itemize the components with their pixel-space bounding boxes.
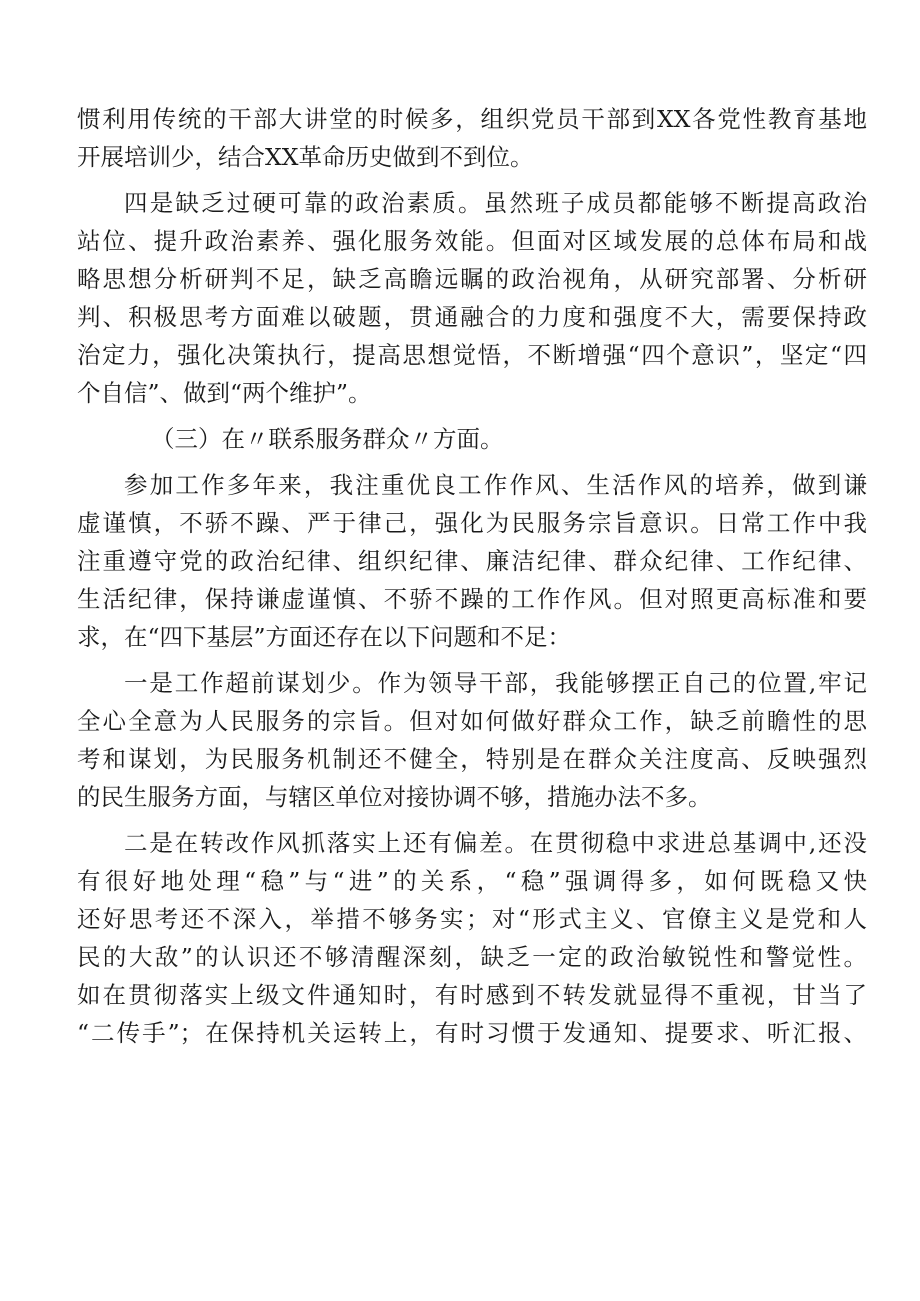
text-line: 如在贯彻落实上级文件通知时，有时感到不转发就显得不重视，甘当了 bbox=[77, 981, 867, 1009]
text-line: 惯利用传统的干部大讲堂的时候多，组织党员干部到XX各党性教育基地 bbox=[77, 105, 867, 133]
text-line: 注重遵守党的政治纪律、组织纪律、廉洁纪律、群众纪律、工作纪律、 bbox=[77, 547, 867, 575]
text-line: （三）在〃联系服务群众〃方面。 bbox=[151, 425, 504, 453]
paragraph bbox=[77, 184, 867, 412]
text-line: 求，在“四下基层”方面还存在以下问题和不足： bbox=[77, 623, 572, 651]
paragraph bbox=[77, 664, 867, 816]
section-heading bbox=[77, 420, 867, 458]
paragraph bbox=[77, 100, 867, 176]
text-line: 二是在转改作风抓落实上还有偏差。在贯彻稳中求进总基调中,还没 bbox=[124, 829, 867, 857]
text-line: 个自信”、做到“两个维护”。 bbox=[77, 379, 372, 407]
text-line: 略思想分析研判不足，缺乏高瞻远瞩的政治视角，从研究部署、分析研 bbox=[77, 265, 867, 293]
text-line: 有很好地处理“稳”与“进”的关系，“稳”强调得多，如何既稳又快 bbox=[77, 867, 867, 895]
text-line: 站位、提升政治素养、强化服务效能。但面对区域发展的总体布局和战 bbox=[77, 227, 867, 255]
text-line: 虚谨慎，不骄不躁、严于律己，强化为民服务宗旨意识。日常工作中我 bbox=[77, 509, 867, 537]
text-line: 考和谋划，为民服务机制还不健全，特别是在群众关注度高、反映强烈 bbox=[77, 745, 867, 773]
text-line: 治定力，强化决策执行，提高思想觉悟，不断增强“四个意识”，坚定“四 bbox=[77, 341, 867, 369]
text-line: 开展培训少，结合XX革命历史做到不到位。 bbox=[77, 143, 534, 171]
text-line: 判、积极思考方面难以破题，贯通融合的力度和强度不大，需要保持政 bbox=[77, 303, 867, 331]
document-body bbox=[77, 100, 867, 1052]
text-line: “二传手”；在保持机关运转上，有时习惯于发通知、提要求、听汇报、 bbox=[77, 1019, 867, 1047]
text-line: 一是工作超前谋划少。作为领导干部，我能够摆正自己的位置,牢记 bbox=[124, 669, 867, 697]
text-line: 参加工作多年来，我注重优良工作作风、生活作风的培养，做到谦 bbox=[124, 471, 867, 499]
paragraph bbox=[77, 466, 867, 656]
text-line: 生活纪律，保持谦虚谨慎、不骄不躁的工作作风。但对照更高标准和要 bbox=[77, 585, 867, 613]
text-line: 还好思考还不深入，举措不够务实；对“形式主义、官僚主义是党和人 bbox=[77, 905, 867, 933]
text-line: 的民生服务方面，与辖区单位对接协调不够，措施办法不多。 bbox=[77, 783, 712, 811]
text-line: 全心全意为人民服务的宗旨。但对如何做好群众工作，缺乏前瞻性的思 bbox=[77, 707, 867, 735]
paragraph bbox=[77, 824, 867, 1052]
text-line: 民的大敌”的认识还不够清醒深刻，缺乏一定的政治敏锐性和警觉性。 bbox=[77, 943, 867, 971]
text-line: 四是缺乏过硬可靠的政治素质。虽然班子成员都能够不断提高政治 bbox=[124, 189, 867, 217]
